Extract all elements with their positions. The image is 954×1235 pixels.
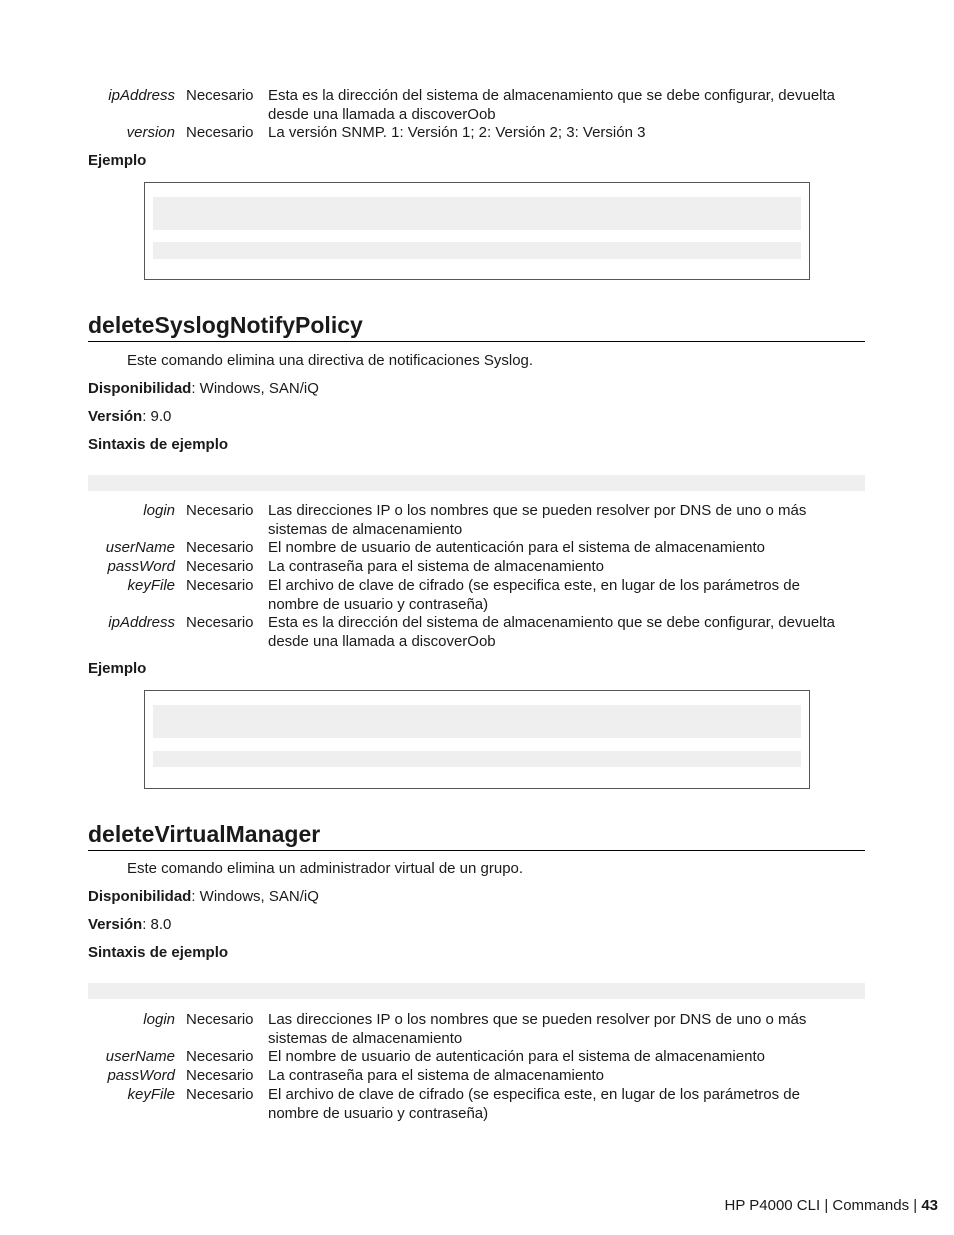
param-name: login (143, 502, 175, 519)
param-description: La versión SNMP. 1: Versión 1; 2: Versión 2; 3: Versión 3 (268, 124, 646, 141)
availability-label: Disponibilidad (88, 380, 192, 397)
param-required: Necesario (186, 577, 254, 594)
param-name: ipAddress (108, 614, 175, 631)
param-name: ipAddress (108, 87, 175, 104)
param-name: version (126, 124, 175, 141)
param-required: Necesario (186, 1067, 254, 1084)
code-line (153, 705, 801, 738)
param-name: userName (105, 539, 175, 556)
availability-value: : Windows, SAN/iQ (191, 888, 319, 905)
syntax-code-bar (88, 475, 865, 491)
param-description: Las direcciones IP o los nombres que se pueden resolver por DNS de uno o más sistemas de almacenamiento (268, 1011, 807, 1047)
code-line (153, 242, 801, 259)
code-line (153, 751, 801, 767)
param-row (0, 1048, 954, 1067)
param-description: La contraseña para el sistema de almacenamiento (268, 1067, 605, 1084)
availability-line (88, 380, 319, 397)
param-name: login (143, 1011, 175, 1028)
param-row (0, 614, 954, 651)
command-title: deleteVirtualManager (88, 821, 865, 851)
page-number: 43 (921, 1197, 938, 1214)
param-required: Necesario (186, 502, 254, 519)
param-description: El archivo de clave de cifrado (se especifica este, en lugar de los parámetros de nombre de usuario y contraseña) (268, 577, 800, 613)
cmd1-param-table (0, 502, 954, 651)
param-description: El nombre de usuario de autenticación para el sistema de almacenamiento (268, 1048, 765, 1065)
version-label: Versión (88, 408, 143, 425)
version-value: : 8.0 (142, 916, 172, 933)
param-required: Necesario (186, 124, 254, 141)
top-param-table (0, 87, 954, 142)
footer-text: HP P4000 CLI | Commands | (724, 1197, 922, 1214)
param-required: Necesario (186, 558, 254, 575)
param-description: La contraseña para el sistema de almacenamiento (268, 558, 605, 575)
version-label: Versión (88, 916, 143, 933)
param-row (0, 1067, 954, 1086)
param-row (0, 558, 954, 577)
param-row (0, 124, 954, 142)
param-required: Necesario (186, 614, 254, 631)
example-heading: Ejemplo (88, 660, 147, 677)
param-description: El nombre de usuario de autenticación para el sistema de almacenamiento (268, 539, 765, 556)
version-line (88, 916, 171, 933)
availability-line (88, 888, 319, 905)
page-footer (725, 1197, 938, 1214)
param-row (0, 1011, 954, 1048)
param-name: passWord (107, 1067, 175, 1084)
syntax-code-bar (88, 983, 865, 999)
example-heading: Ejemplo (88, 152, 147, 169)
param-name: keyFile (127, 577, 175, 594)
param-description: El archivo de clave de cifrado (se especifica este, en lugar de los parámetros de nombre de usuario y contraseña) (268, 1086, 800, 1122)
availability-label: Disponibilidad (88, 888, 192, 905)
param-row (0, 1086, 954, 1123)
param-required: Necesario (186, 1086, 254, 1103)
version-value: : 9.0 (142, 408, 172, 425)
param-row (0, 502, 954, 539)
param-name: keyFile (127, 1086, 175, 1103)
param-name: userName (105, 1048, 175, 1065)
code-line (153, 197, 801, 230)
param-description: Las direcciones IP o los nombres que se pueden resolver por DNS de uno o más sistemas de almacenamiento (268, 502, 807, 538)
param-required: Necesario (186, 539, 254, 556)
param-description: Esta es la dirección del sistema de almacenamiento que se debe configurar, devuelta desde una llamada a discoverOob (268, 614, 836, 650)
version-line (88, 408, 171, 425)
param-description: Esta es la dirección del sistema de almacenamiento que se debe configurar, devuelta desde una llamada a discoverOob (268, 87, 836, 123)
syntax-heading: Sintaxis de ejemplo (88, 436, 229, 453)
command-description: Este comando elimina una directiva de notificaciones Syslog. (127, 352, 534, 369)
param-row (0, 87, 954, 124)
param-required: Necesario (186, 1048, 254, 1065)
command-description: Este comando elimina un administrador virtual de un grupo. (127, 860, 524, 877)
availability-value: : Windows, SAN/iQ (191, 380, 319, 397)
param-name: passWord (107, 558, 175, 575)
example-code-box (144, 182, 810, 280)
cmd2-param-table (0, 1011, 954, 1123)
param-row (0, 577, 954, 614)
example-code-box (144, 690, 810, 789)
param-required: Necesario (186, 1011, 254, 1028)
param-row (0, 539, 954, 558)
syntax-heading: Sintaxis de ejemplo (88, 944, 229, 961)
param-required: Necesario (186, 87, 254, 104)
command-title: deleteSyslogNotifyPolicy (88, 312, 865, 342)
